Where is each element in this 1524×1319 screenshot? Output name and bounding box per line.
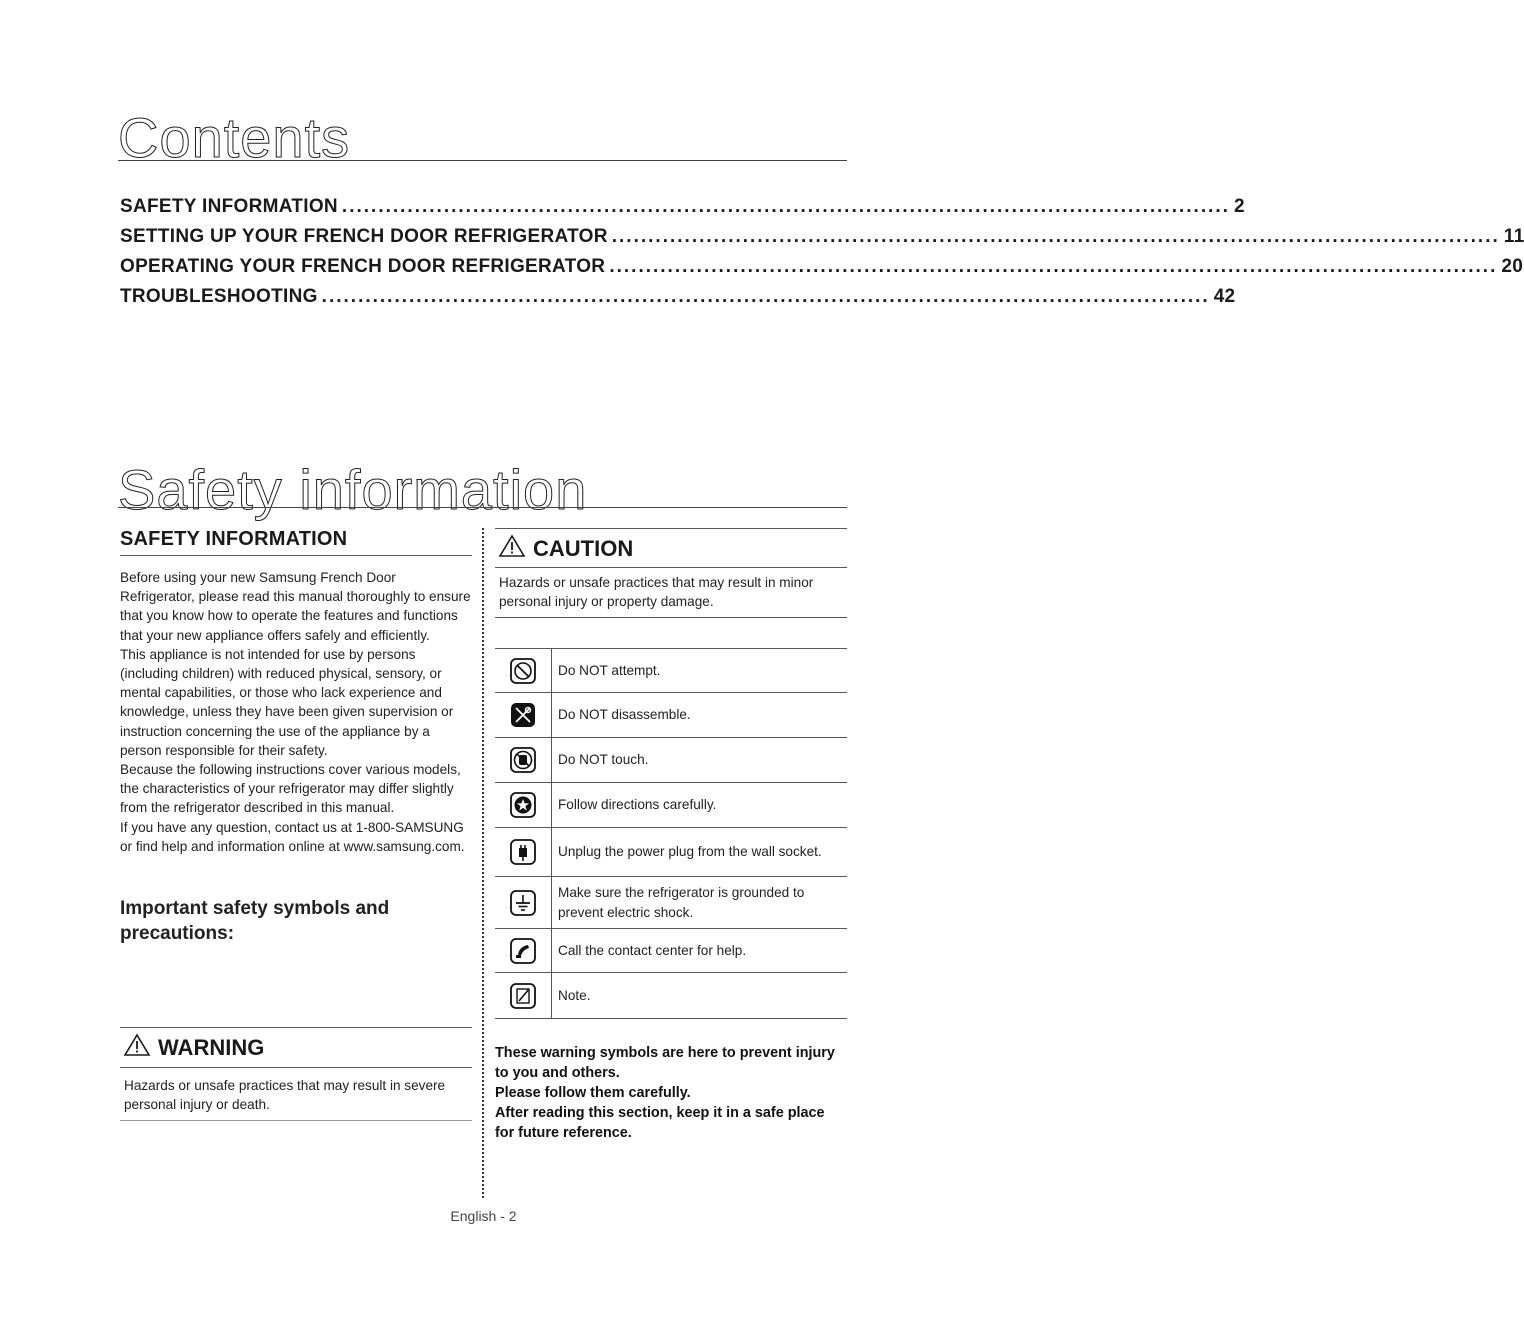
symbol-description: Do NOT attempt.	[558, 662, 661, 678]
symbol-description: Do NOT disassemble.	[558, 707, 691, 723]
follow-directions-icon	[510, 792, 536, 818]
symbol-description: Make sure the refrigerator is grounded to prevent electric shock.	[558, 885, 805, 920]
symbol-row	[495, 828, 847, 877]
symbol-description: Call the contact center for help.	[558, 942, 747, 958]
safety-info-column	[120, 528, 472, 946]
warning-box	[120, 1027, 472, 1121]
no-disassemble-icon	[510, 702, 536, 728]
safety-paragraph: This appliance is not intended for use by persons (including children) with reduced physical, sensory, or mental capabilities, or those who lack experience and knowledge, unless they have been given supervision or instruction concerning the use of the appliance by a person responsible for their safety.	[120, 646, 454, 758]
toc-entry-operating[interactable]: OPERATING YOUR FRENCH DOOR REFRIGERATOR .......................................................................................................................... 20	[120, 256, 1524, 277]
toc-entry-troubleshooting[interactable]: TROUBLESHOOTING .......................................................................................................................... 42	[120, 286, 1236, 307]
safety-title-rule	[118, 507, 847, 508]
toc-leader-dots: ..........................................................................................................................	[321, 286, 1210, 307]
toc-entry-safety[interactable]: SAFETY INFORMATION .......................................................................................................................... 2	[120, 196, 1245, 217]
closing-note: After reading this section, keep it in a safe place for future reference.	[495, 1105, 825, 1141]
safety-title: Safety information	[118, 458, 588, 521]
symbols-table	[495, 648, 847, 1019]
symbol-row	[495, 877, 847, 929]
caution-triangle-icon	[499, 535, 525, 563]
note-icon	[510, 983, 536, 1009]
symbol-description: Follow directions carefully.	[558, 797, 717, 813]
call-center-icon	[510, 938, 536, 964]
symbol-description: Note.	[558, 987, 591, 1003]
symbol-description: Do NOT touch.	[558, 752, 649, 768]
no-touch-icon	[510, 747, 536, 773]
symbol-description: Unplug the power plug from the wall socket.	[558, 844, 822, 860]
unplug-icon	[510, 839, 536, 865]
symbol-row	[495, 929, 847, 973]
contents-title-rule	[118, 160, 847, 161]
contents-title: Contents	[118, 106, 351, 169]
safety-info-body	[120, 568, 472, 856]
page-footer: English - 2	[450, 1208, 517, 1224]
toc-leader-dots: ..........................................................................................................................	[611, 226, 1500, 247]
ground-icon	[510, 890, 536, 916]
symbol-row	[495, 649, 847, 693]
toc-entry-setting-up[interactable]: SETTING UP YOUR FRENCH DOOR REFRIGERATOR .......................................................................................................................... 11	[120, 226, 1524, 247]
toc-leader-dots: ..........................................................................................................................	[341, 196, 1230, 217]
caution-label: CAUTION	[533, 536, 634, 561]
warning-text: Hazards or unsafe practices that may result in severe personal injury or death.	[120, 1068, 472, 1121]
symbol-row	[495, 738, 847, 783]
closing-note: Please follow them carefully.	[495, 1085, 691, 1101]
column-divider	[482, 528, 484, 1198]
safety-paragraph: Because the following instructions cover various models, the characteristics of your refrigerator may differ slightly from the refrigerator described in this manual.	[120, 762, 461, 816]
table-of-contents	[120, 196, 1524, 316]
warning-label: WARNING	[158, 1035, 265, 1060]
symbol-row	[495, 783, 847, 828]
caution-box	[495, 528, 847, 618]
safety-paragraph: Before using your new Samsung French Door Refrigerator, please read this manual thoroughly to ensure that you know how to operate the features and functions that your new appliance offers safely and efficiently.	[120, 570, 471, 643]
prohibited-icon	[510, 658, 536, 684]
toc-leader-dots: ..........................................................................................................................	[609, 256, 1498, 277]
safety-paragraph: If you have any question, contact us at 1-800-SAMSUNG or find help and information online at www.samsung.com.	[120, 819, 465, 854]
caution-text: Hazards or unsafe practices that may result in minor personal injury or property damage.	[495, 568, 847, 618]
symbol-row	[495, 693, 847, 738]
closing-notes	[495, 1043, 847, 1143]
warning-triangle-icon	[124, 1034, 150, 1062]
safety-info-heading: SAFETY INFORMATION	[120, 528, 472, 556]
symbols-heading: Important safety symbols and precautions:	[120, 898, 390, 945]
symbol-row	[495, 973, 847, 1019]
closing-note: These warning symbols are here to prevent injury to you and others.	[495, 1045, 835, 1081]
